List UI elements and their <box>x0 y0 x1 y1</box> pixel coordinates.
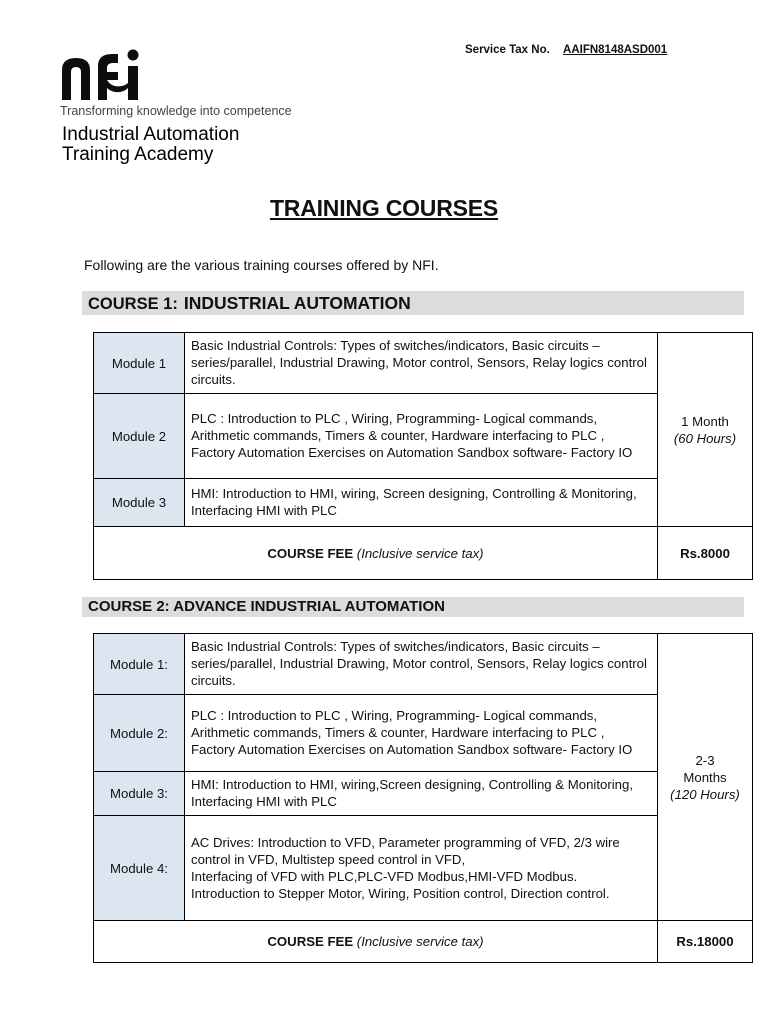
course-1-table <box>93 332 753 580</box>
document-title: TRAINING COURSES <box>269 195 499 221</box>
course-fee-value: Rs.8000 <box>658 527 753 580</box>
academy-name-line2: Training Academy <box>62 144 214 165</box>
module-description <box>185 816 658 921</box>
course-2-table <box>93 633 753 963</box>
duration-hours: (120 Hours) <box>670 786 740 802</box>
table-row <box>94 816 753 921</box>
table-row <box>94 333 753 394</box>
tagline: Transforming knowledge into competence <box>60 104 292 118</box>
duration-hours: (60 Hours) <box>673 430 737 446</box>
module-label: Module 3 <box>94 479 185 527</box>
service-tax-line <box>465 44 667 56</box>
service-tax-label: Service Tax No. <box>465 44 550 56</box>
description-line: Interfacing of VFD with PLC,PLC-VFD Modbus,HMI-VFD Modbus. <box>191 868 578 884</box>
description-line: AC Drives: Introduction to VFD, Parameter programming of VFD, 2/3 wire control in VFD, Multistep speed control in VFD, <box>191 834 620 867</box>
duration-text: 1 Month <box>681 413 729 429</box>
course-1-duration <box>658 333 753 527</box>
table-row <box>94 634 753 695</box>
table-row <box>94 772 753 816</box>
table-row <box>94 695 753 772</box>
module-label: Module 2 <box>94 394 185 479</box>
duration-line-2: Months <box>683 769 727 785</box>
module-label: Module 1 <box>94 333 185 394</box>
course-fee-value: Rs.18000 <box>658 921 753 963</box>
fee-label-text: COURSE FEE <box>267 545 354 561</box>
fee-note: (Inclusive service tax) <box>356 934 484 949</box>
course-2-heading: COURSE 2: ADVANCE INDUSTRIAL AUTOMATION <box>82 597 744 617</box>
fee-row <box>94 921 753 963</box>
course-1-prefix: COURSE 1: <box>88 295 178 313</box>
module-description: PLC : Introduction to PLC , Wiring, Programming- Logical commands, Arithmetic commands, Timers & counter, Hardware interfacing to PLC , Factory Automation Exercises on Automation Sandbox software- Factory IO <box>185 695 658 772</box>
fee-label-text: COURSE FEE <box>267 934 354 949</box>
module-description: HMI: Introduction to HMI, wiring,Screen designing, Controlling & Monitoring, Interfacing HMI with PLC <box>185 772 658 816</box>
service-tax-number: AAIFN8148ASD001 <box>563 44 668 56</box>
table-row <box>94 479 753 527</box>
course-2-duration <box>658 634 753 921</box>
fee-row <box>94 527 753 580</box>
academy-name <box>62 125 239 165</box>
module-description: PLC : Introduction to PLC , Wiring, Programming- Logical commands, Arithmetic commands, Timers & counter, Hardware interfacing to PLC , Factory Automation Exercises on Automation Sandbox software- Factory IO <box>185 394 658 479</box>
module-description: HMI: Introduction to HMI, wiring, Screen designing, Controlling & Monitoring, Interfacing HMI with PLC <box>185 479 658 527</box>
description-line: Introduction to Stepper Motor, Wiring, Position control, Direction control. <box>191 885 610 901</box>
module-label: Module 3: <box>94 772 185 816</box>
course-1-name: INDUSTRIAL AUTOMATION <box>183 293 411 313</box>
module-description: Basic Industrial Controls: Types of switches/indicators, Basic circuits – series/parallel, Industrial Drawing, Motor control, Sensors, Relay logics control circuits. <box>185 634 658 695</box>
module-label: Module 1: <box>94 634 185 695</box>
intro-text: Following are the various training courses offered by NFI. <box>84 257 439 273</box>
course-fee-label <box>94 921 658 963</box>
course-1-heading <box>82 291 744 315</box>
fee-note: (Inclusive service tax) <box>356 545 484 561</box>
course-fee-label <box>94 527 658 580</box>
duration-line-1: 2-3 <box>695 752 715 768</box>
module-label: Module 2: <box>94 695 185 772</box>
table-row <box>94 394 753 479</box>
nfi-logo <box>60 48 152 100</box>
module-label: Module 4: <box>94 816 185 921</box>
academy-name-line1: Industrial Automation <box>62 124 240 145</box>
module-description: Basic Industrial Controls: Types of switches/indicators, Basic circuits – series/parallel, Industrial Drawing, Motor control, Sensors, Relay logics control circuits. <box>185 333 658 394</box>
